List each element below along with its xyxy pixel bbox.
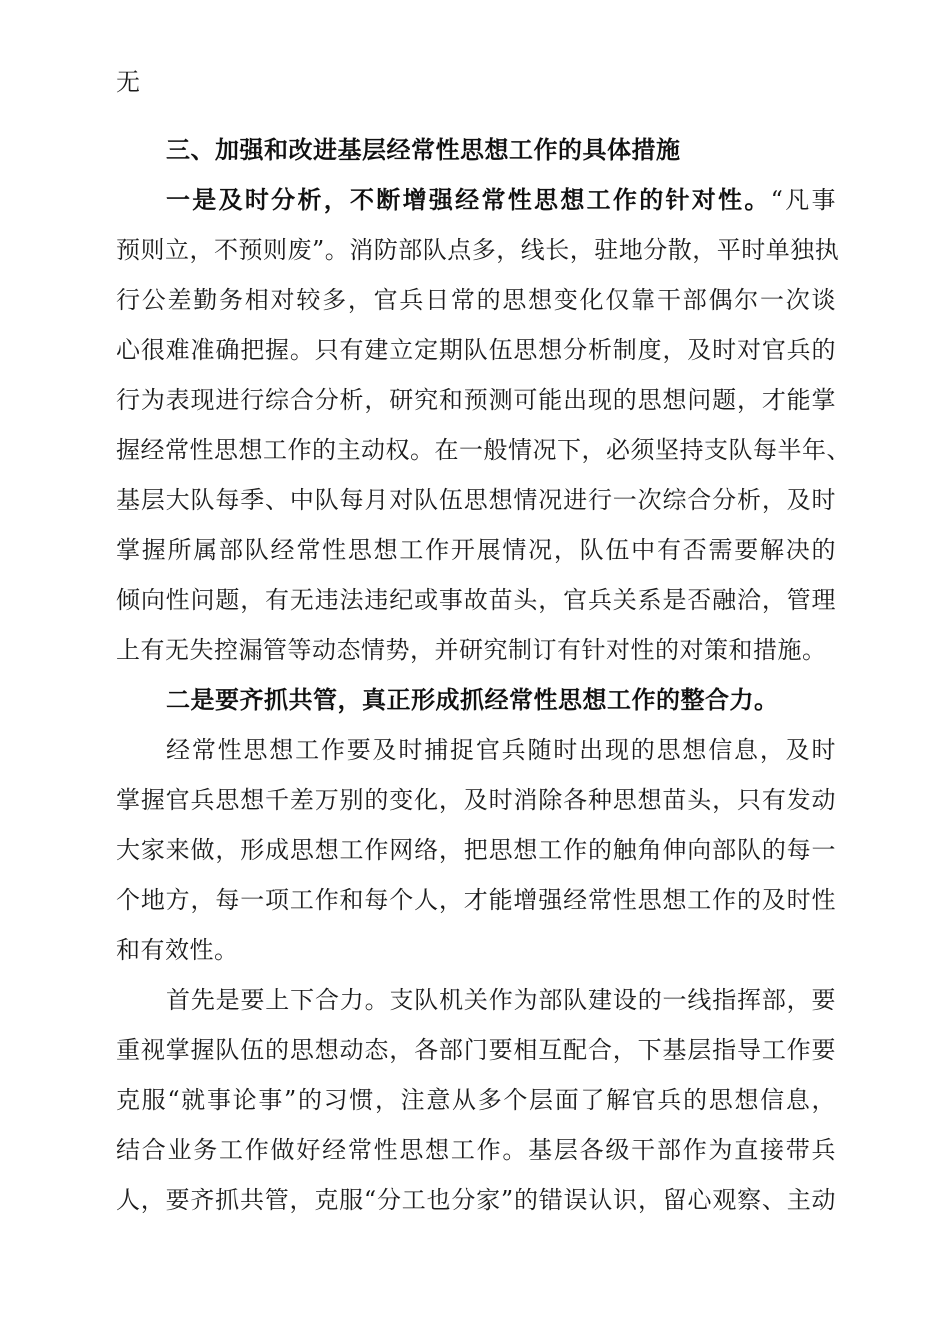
point1-heading-tail: “凡事 [770, 186, 836, 214]
paragraph-line: 大家来做，形成思想工作网络，把思想工作的触角伸向部队的每一 [116, 836, 836, 864]
paragraph-line: 克服“就事论事”的习惯，注意从多个层面了解官兵的思想信息， [116, 1086, 836, 1114]
paragraph-line: 倾向性问题，有无违法违纪或事故苗头，官兵关系是否融洽，管理 [116, 586, 836, 614]
paragraph-line: 首先是要上下合力。支队机关作为部队建设的一线指挥部，要 [166, 986, 836, 1014]
paragraph-line: 结合业务工作做好经常性思想工作。基层各级干部作为直接带兵 [116, 1136, 836, 1164]
point2-heading: 二是要齐抓共管，真正形成抓经常性思想工作的整合力。 [166, 686, 779, 714]
paragraph-line: 心很难准确把握。只有建立定期队伍思想分析制度，及时对官兵的 [116, 336, 836, 364]
paragraph-line: 重视掌握队伍的思想动态，各部门要相互配合，下基层指导工作要 [116, 1036, 836, 1064]
paragraph-line: 行为表现进行综合分析，研究和预测可能出现的思想问题，才能掌 [116, 386, 836, 414]
paragraph-line: 握经常性思想工作的主动权。在一般情况下，必须坚持支队每半年、 [116, 436, 851, 464]
paragraph-line: 预则立，不预则废”。消防部队点多，线长，驻地分散，平时单独执 [116, 236, 840, 264]
point1-heading: 一是及时分析，不断增强经常性思想工作的针对性。 [166, 186, 771, 214]
paragraph-line: 个地方，每一项工作和每个人，才能增强经常性思想工作的及时性 [116, 886, 836, 914]
paragraph-line: 基层大队每季、中队每月对队伍思想情况进行一次综合分析，及时 [116, 486, 836, 514]
paragraph-line: 掌握所属部队经常性思想工作开展情况，队伍中有否需要解决的 [116, 536, 836, 564]
paragraph-line: 经常性思想工作要及时捕捉官兵随时出现的思想信息，及时 [166, 736, 836, 764]
paragraph-line: 人，要齐抓共管，克服“分工也分家”的错误认识，留心观察、主动 [116, 1186, 836, 1214]
paragraph-line: 和有效性。 [116, 936, 239, 964]
top-fragment: 无 [116, 68, 141, 96]
paragraph-line: 行公差勤务相对较多，官兵日常的思想变化仅靠干部偶尔一次谈 [116, 286, 836, 314]
section-heading: 三、加强和改进基层经常性思想工作的具体措施 [166, 136, 681, 164]
point1-first-line [166, 180, 836, 220]
paragraph-line: 上有无失控漏管等动态情势，并研究制订有针对性的对策和措施。 [116, 636, 827, 664]
paragraph-line: 掌握官兵思想千差万别的变化，及时消除各种思想苗头，只有发动 [116, 786, 836, 814]
